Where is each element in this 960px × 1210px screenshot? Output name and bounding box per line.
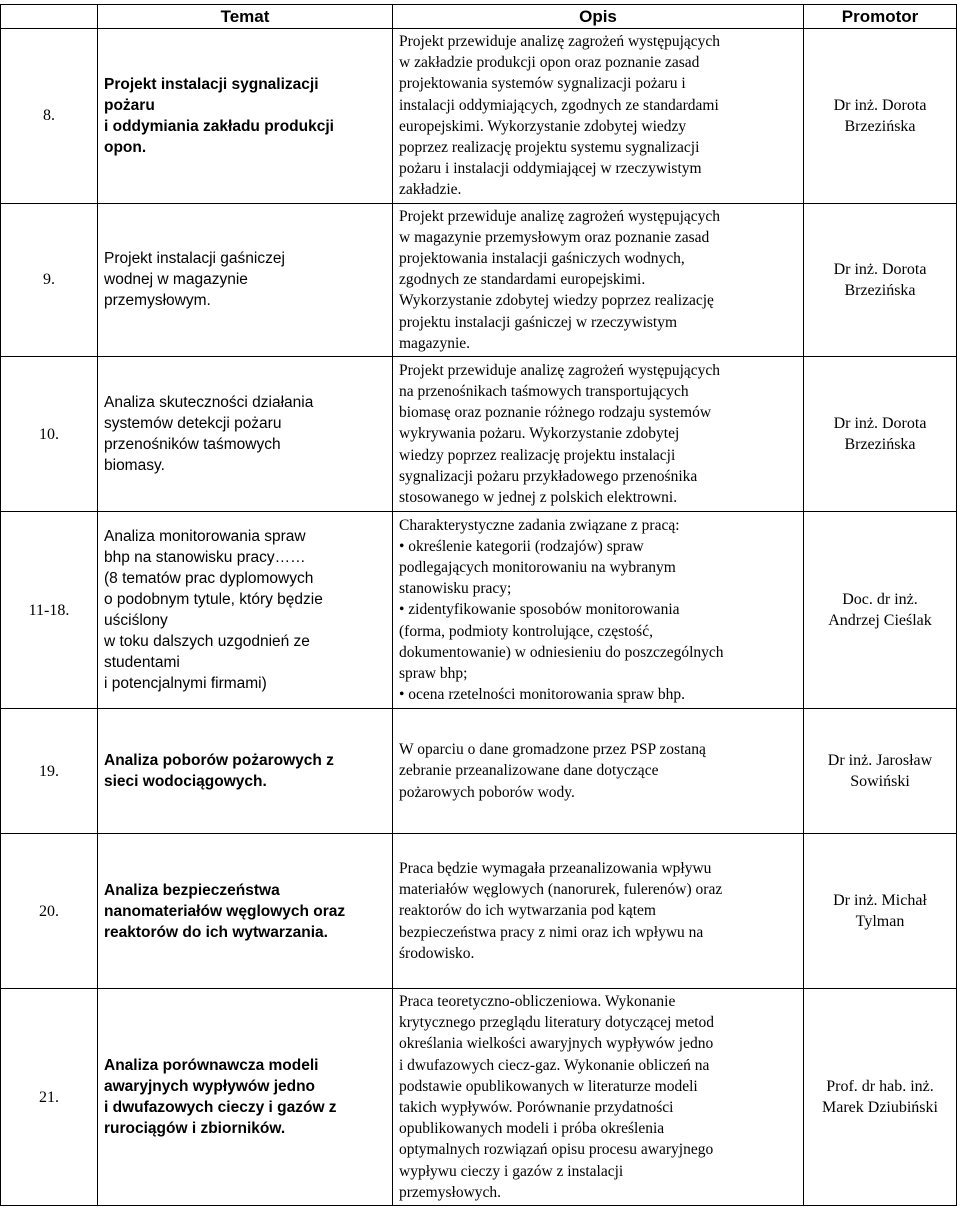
row-number: 19. — [1, 709, 98, 834]
row-topic: Analiza monitorowania spraw bhp na stanowisku pracy…… (8 tematów prac dyplomowych o podobnym tytule, który będzie uściślony w toku dalszych uzgodnień ze studentami i potencjalnymi firmami) — [98, 512, 393, 709]
row-description: Projekt przewiduje analizę zagrożeń występujących w zakładzie produkcji opon oraz poznanie zasad projektowania systemów sygnalizacji pożaru i instalacji oddymiających, zgodnych ze standardami europejskimi. Wykorzystanie zdobytej wiedzy poprzez realizację projektu systemu sygnalizacji pożaru i instalacji oddymiającej w rzeczywistym zakładzie. — [393, 29, 804, 204]
row-number: 8. — [1, 29, 98, 204]
row-number: 11-18. — [1, 512, 98, 709]
row-number: 21. — [1, 989, 98, 1206]
row-promotor: Dr inż. Dorota Brzezińska — [804, 203, 957, 356]
header-number — [1, 5, 98, 29]
table-row — [1, 834, 957, 989]
row-number: 20. — [1, 834, 98, 989]
row-topic: Analiza skuteczności działania systemów detekcji pożaru przenośników taśmowych biomasy. — [98, 357, 393, 512]
row-description: Projekt przewiduje analizę zagrożeń występujących w magazynie przemysłowym oraz poznanie zasad projektowania instalacji gaśniczych wodnych, zgodnych ze standardami europejskimi. Wykorzystanie zdobytej wiedzy poprzez realizację projektu instalacji gaśniczej w rzeczywistym magazynie. — [393, 203, 804, 356]
row-topic: Projekt instalacji sygnalizacji pożaru i oddymiania zakładu produkcji opon. — [98, 29, 393, 204]
row-promotor: Dr inż. Dorota Brzezińska — [804, 29, 957, 204]
header-opis: Opis — [393, 5, 804, 29]
table-row — [1, 203, 957, 356]
table-row — [1, 357, 957, 512]
row-promotor: Dr inż. Michał Tylman — [804, 834, 957, 989]
row-topic: Analiza porównawcza modeli awaryjnych wypływów jedno i dwufazowych cieczy i gazów z rurociągów i zbiorników. — [98, 989, 393, 1206]
header-promotor: Promotor — [804, 5, 957, 29]
row-description: Praca będzie wymagała przeanalizowania wpływu materiałów węglowych (nanorurek, fulerenów) oraz reaktorów do ich wytwarzania pod kątem bezpieczeństwa pracy z nimi oraz ich wpływu na środowisko. — [393, 834, 804, 989]
row-topic: Analiza poborów pożarowych z sieci wodociągowych. — [98, 709, 393, 834]
row-description: W oparciu o dane gromadzone przez PSP zostaną zebranie przeanalizowane dane dotyczące pożarowych poborów wody. — [393, 709, 804, 834]
thesis-topics-table — [0, 4, 957, 1206]
row-promotor: Dr inż. Jarosław Sowiński — [804, 709, 957, 834]
row-number: 10. — [1, 357, 98, 512]
table-row — [1, 29, 957, 204]
row-topic: Projekt instalacji gaśniczej wodnej w magazynie przemysłowym. — [98, 203, 393, 356]
table-row — [1, 709, 957, 834]
row-description: Praca teoretyczno-obliczeniowa. Wykonanie krytycznego przeglądu literatury dotyczącej metod określania wielkości awaryjnych wypływów jedno i dwufazowych ciecz-gaz. Wykonanie obliczeń na podstawie opublikowanych w literaturze modeli takich wypływów. Porównanie przydatności opublikowanych modeli i próba określenia optymalnych rozwiązań opisu procesu awaryjnego wypływu cieczy i gazów z instalacji przemysłowych. — [393, 989, 804, 1206]
header-row — [1, 5, 957, 29]
row-description: Projekt przewiduje analizę zagrożeń występujących na przenośnikach taśmowych transportujących biomasę oraz poznanie różnego rodzaju systemów wykrywania pożaru. Wykorzystanie zdobytej wiedzy poprzez realizację projektu instalacji sygnalizacji pożaru przykładowego przenośnika stosowanego w jednej z polskich elektrowni. — [393, 357, 804, 512]
row-number: 9. — [1, 203, 98, 356]
header-temat: Temat — [98, 5, 393, 29]
row-description: Charakterystyczne zadania związane z pracą: • określenie kategorii (rodzajów) spraw podlegających monitorowaniu na wybranym stanowisku pracy; • zidentyfikowanie sposobów monitorowania (forma, podmioty kontrolujące, częstość, dokumentowanie) w odniesieniu do poszczególnych spraw bhp; • ocena rzetelności monitorowania spraw bhp. — [393, 512, 804, 709]
row-topic: Analiza bezpieczeństwa nanomateriałów węglowych oraz reaktorów do ich wytwarzania. — [98, 834, 393, 989]
row-promotor: Prof. dr hab. inż. Marek Dziubiński — [804, 989, 957, 1206]
row-promotor: Doc. dr inż. Andrzej Cieślak — [804, 512, 957, 709]
row-promotor: Dr inż. Dorota Brzezińska — [804, 357, 957, 512]
table-row — [1, 512, 957, 709]
table-row — [1, 989, 957, 1206]
